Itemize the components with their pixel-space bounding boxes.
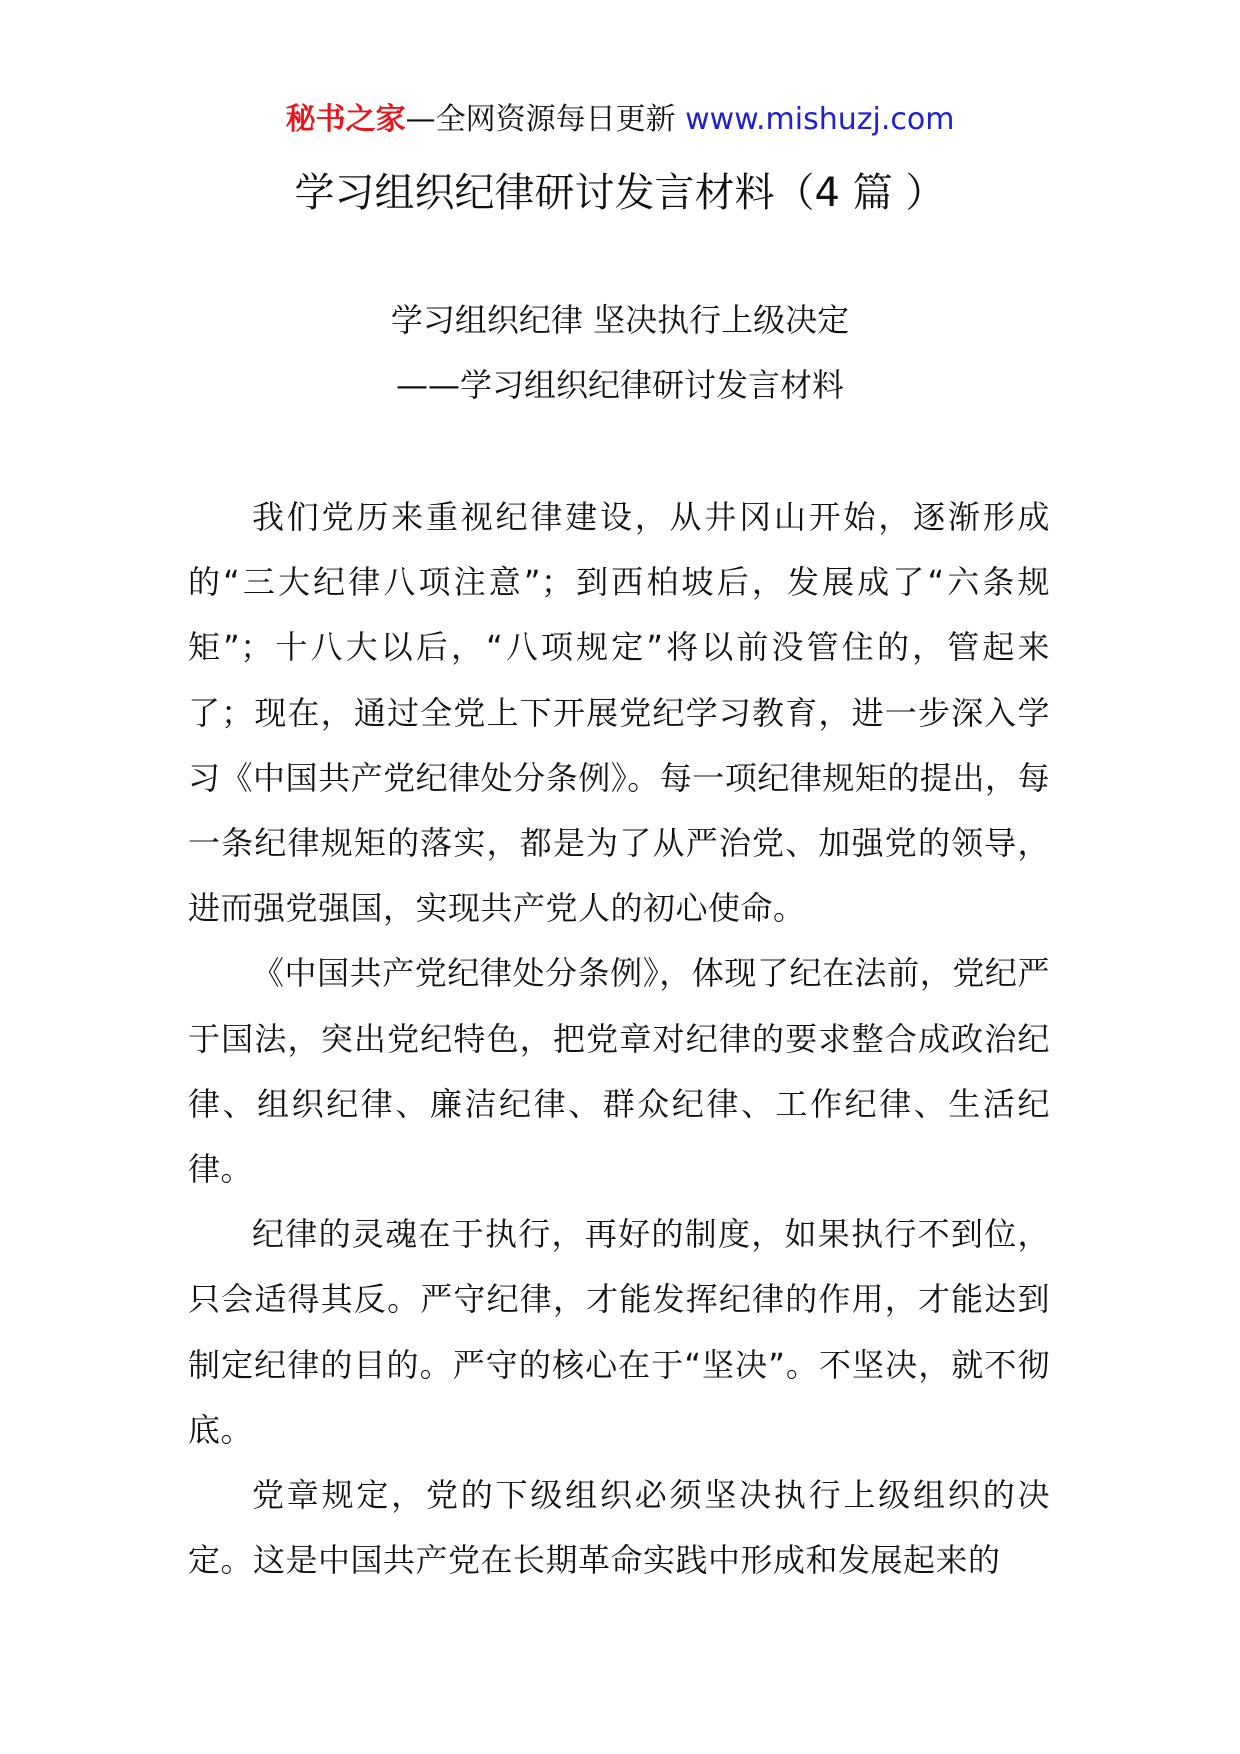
document-title: 学习组织纪律研讨发言材料（4 篇 ）: [294, 170, 946, 216]
document-subtitle-secondary: ——学习组织纪律研讨发言材料: [395, 366, 844, 404]
site-url-link[interactable]: www.mishuzj.com: [685, 102, 955, 137]
body-paragraph-1: 我们党历来重视纪律建设，从井冈山开始，逐渐形成的“三大纪律八项注意”；到西柏坡后，发展成了“六条规矩”；十八大以后，“八项规定”将以前没管住的，管起来了；现在，通过全党上下开展党纪学习教育，进一步深入学习《中国共产党纪律处分条例》。每一项纪律规矩的提出，每一条纪律规矩的落实，都是为了从严治党、加强党的领导，进而强党强国，实现共产党人的初心使命。: [188, 498, 1050, 928]
site-header: [0, 100, 1240, 140]
body-paragraph-4: 党章规定，党的下级组织必须坚决执行上级组织的决定。这是中国共产党在长期革命实践中形成和发展起来的: [188, 1476, 1050, 1580]
body-paragraph-3: 纪律的灵魂在于执行，再好的制度，如果执行不到位，只会适得其反。严守纪律，才能发挥纪律的作用，才能达到制定纪律的目的。严守的核心在于“坚决”。不坚决，就不彻底。: [188, 1215, 1050, 1449]
document-body: [188, 485, 1050, 1593]
document-subtitle: 学习组织纪律 坚决执行上级决定: [390, 301, 850, 339]
body-paragraph-2: 《中国共产党纪律处分条例》，体现了纪在法前，党纪严于国法，突出党纪特色，把党章对纪律的要求整合成政治纪律、组织纪律、廉洁纪律、群众纪律、工作纪律、生活纪律。: [188, 954, 1050, 1189]
header-tagline: —全网资源每日更新: [405, 102, 686, 137]
brand-name: 秘书之家: [285, 102, 406, 137]
